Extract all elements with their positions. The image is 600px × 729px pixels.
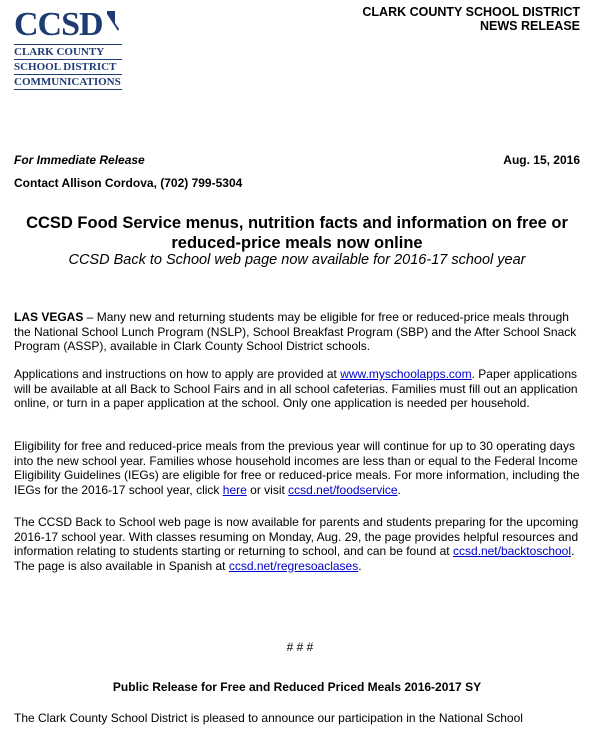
logo-line-3: COMMUNICATIONS [14,76,121,88]
paragraph-1-text: – Many new and returning students may be eligible for free or reduced-price meals through the National School Lunch Program (NSLP), School Breakfast Program (SBP) and the After School Snack Program (ASSP), available in Clark County School District schools. [14,310,577,353]
paragraph-3-mid: or visit [246,482,289,497]
regresoaclases-link[interactable]: ccsd.net/regresoaclases [228,558,359,573]
paragraph-3 [14,439,580,497]
logo-lines [14,44,122,90]
header-org-block [362,5,580,33]
header-org: CLARK COUNTY SCHOOL DISTRICT [362,5,580,19]
page-subtitle: CCSD Back to School web page now available for 2016-17 school year [68,252,526,268]
header-doc-type: NEWS RELEASE [479,19,580,33]
release-line [14,153,580,167]
paragraph-3-post: . [397,482,401,497]
paragraph-4-pre: The CCSD Back to School web page is now available for parents and students preparing for the upcoming 2016-17 school year. With classes resuming on Monday, Aug. 29, the page provides helpful resources and information relating to students starting or returning to school, and can be found at [14,515,579,558]
logo-line-1: CLARK COUNTY [14,45,122,60]
paragraph-4 [14,515,580,573]
nevada-state-icon [106,10,120,32]
paragraph-2-post: . Paper applications will be available at all Back to School Fairs and in all school cafeterias. Families must fill out an application online, or turn in a paper application at the school. Only one application is needed per household. [14,367,578,410]
foodservice-link[interactable]: ccsd.net/foodservice [288,482,398,497]
public-release-text: The Clark County School District is pleased to announce our participation in the National School [14,711,523,725]
ccsd-logo [14,8,122,88]
contact-line: Contact Allison Cordova, (702) 799-5304 [14,176,243,190]
release-label: For Immediate Release [14,153,145,167]
paragraph-4-post: . [358,558,362,573]
paragraph-3-pre: Eligibility for free and reduced-price meals from the previous year will continue for up to 30 operating days into the new school year. Families whose household incomes are less than or equal to the Federal Income Eligibility Guidelines (IEGs) are eligible for free or reduced-price meals. For more information, including the IEGs for the 2016-17 school year, click [14,439,580,497]
backtoschool-link[interactable]: ccsd.net/backtoschool [452,544,572,558]
paragraph-4-mid: . The page is also available in Spanish at [14,544,575,573]
logo-acronym: CCSD [14,6,103,43]
release-date: Aug. 15, 2016 [503,153,580,167]
public-release-title: Public Release for Free and Reduced Priced Meals 2016-2017 SY [112,680,482,694]
logo-line-2: SCHOOL DISTRICT [14,60,122,75]
myschoolapps-link[interactable]: www.myschoolapps.com [340,367,472,381]
end-marker: # # # [286,640,314,654]
dateline: LAS VEGAS [14,310,84,324]
here-link[interactable]: here [222,482,247,497]
logo-mark [14,8,122,42]
paragraph-2-pre: Applications and instructions on how to apply are provided at [14,367,341,381]
paragraph-1 [14,310,580,354]
paragraph-2 [14,367,580,411]
page-title: CCSD Food Service menus, nutrition facts and information on free or reduced-price meals now online [26,214,568,252]
